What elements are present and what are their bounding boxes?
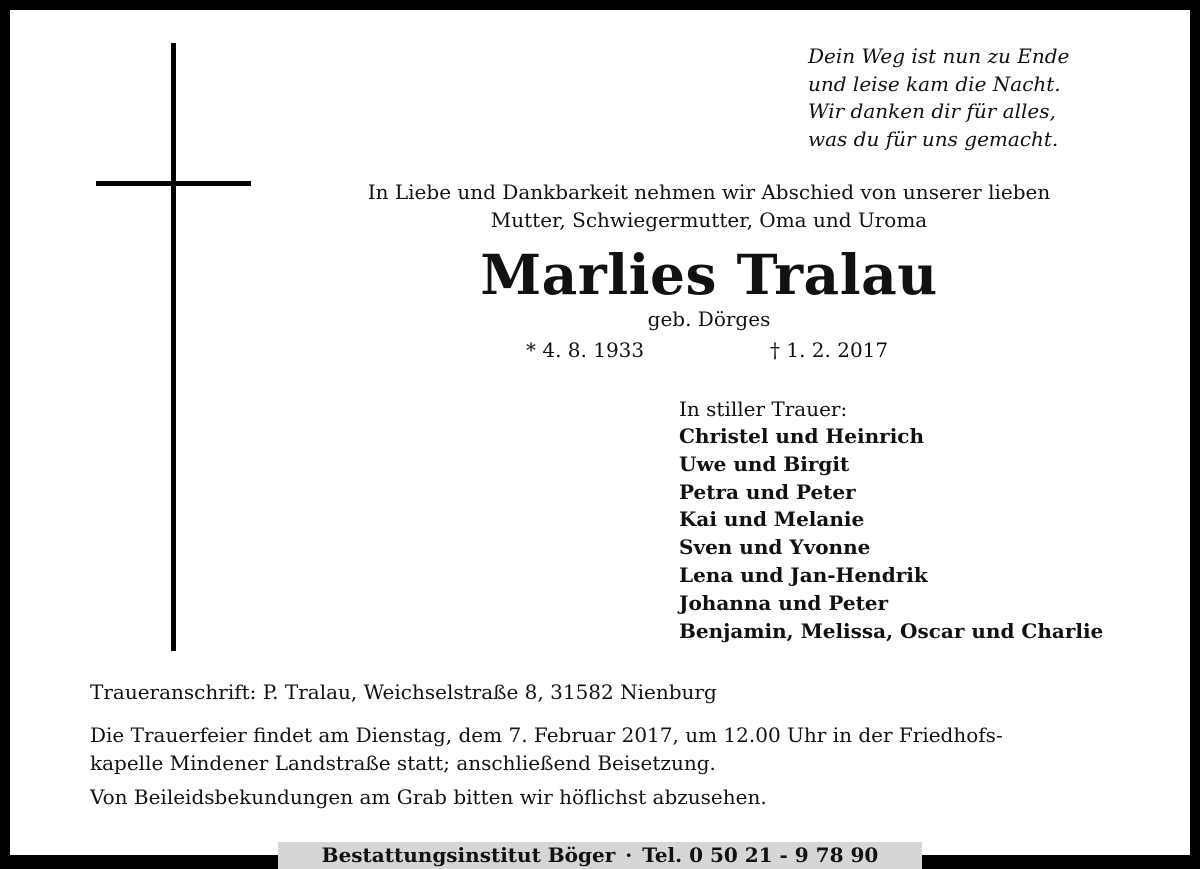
condolence-request: Von Beileidsbekundungen am Grab bitten wir höflichst abzusehen. — [90, 785, 767, 809]
poem-line: Dein Weg ist nun zu Ende — [808, 44, 1070, 68]
mourner-entry: Lena und Jan-Hendrik — [679, 562, 928, 587]
undertaker-name: Bestattungsinstitut Böger — [321, 843, 616, 867]
mourner-entry: Benjamin, Melissa, Oscar und Charlie — [679, 618, 1104, 643]
intro-line-2: Mutter, Schwiegermutter, Oma und Uroma — [490, 208, 928, 232]
farewell-intro — [300, 178, 1118, 234]
poem-line: Wir danken dir für alles, — [808, 99, 1056, 123]
mourners-list — [679, 396, 1139, 645]
undertaker-phone: Tel. 0 50 21 - 9 78 90 — [642, 843, 879, 867]
ceremony-info — [90, 721, 1120, 777]
undertaker-footer — [278, 842, 922, 869]
maiden-name: geb. Dörges — [647, 307, 771, 331]
mourner-entry: Sven und Yvonne — [679, 535, 871, 560]
mourning-address: Traueranschrift: P. Tralau, Weichselstraße 8, 31582 Nienburg — [90, 680, 717, 704]
mourners-heading: In stiller Trauer: — [679, 397, 848, 421]
funeral-details — [90, 678, 1120, 811]
mourner-entry: Kai und Melanie — [679, 507, 865, 532]
birth-date: * 4. 8. 1933 — [526, 338, 645, 362]
memorial-poem — [808, 43, 1128, 153]
cross-horizontal-bar — [96, 181, 251, 186]
mourner-entry: Christel und Heinrich — [679, 424, 925, 448]
ceremony-line-1: Die Trauerfeier findet am Dienstag, dem 7. Februar 2017, um 12.00 Uhr in der Friedhofs- — [90, 723, 1003, 747]
ceremony-line-2: kapelle Mindener Landstraße statt; anschließend Beisetzung. — [90, 751, 716, 775]
cross-vertical-bar — [171, 43, 176, 651]
deceased-name: Marlies Tralau — [480, 242, 938, 307]
mourner-entry: Uwe und Birgit — [679, 451, 850, 476]
footer-separator: · — [625, 843, 633, 867]
poem-line: und leise kam die Nacht. — [808, 71, 1061, 96]
intro-line-1: In Liebe und Dankbarkeit nehmen wir Abschied von unserer lieben — [367, 180, 1051, 204]
mourner-entry: Johanna und Peter — [679, 590, 889, 615]
death-date: † 1. 2. 2017 — [770, 338, 889, 362]
mourner-entry: Petra und Peter — [679, 479, 856, 504]
poem-line: was du für uns gemacht. — [808, 126, 1059, 151]
